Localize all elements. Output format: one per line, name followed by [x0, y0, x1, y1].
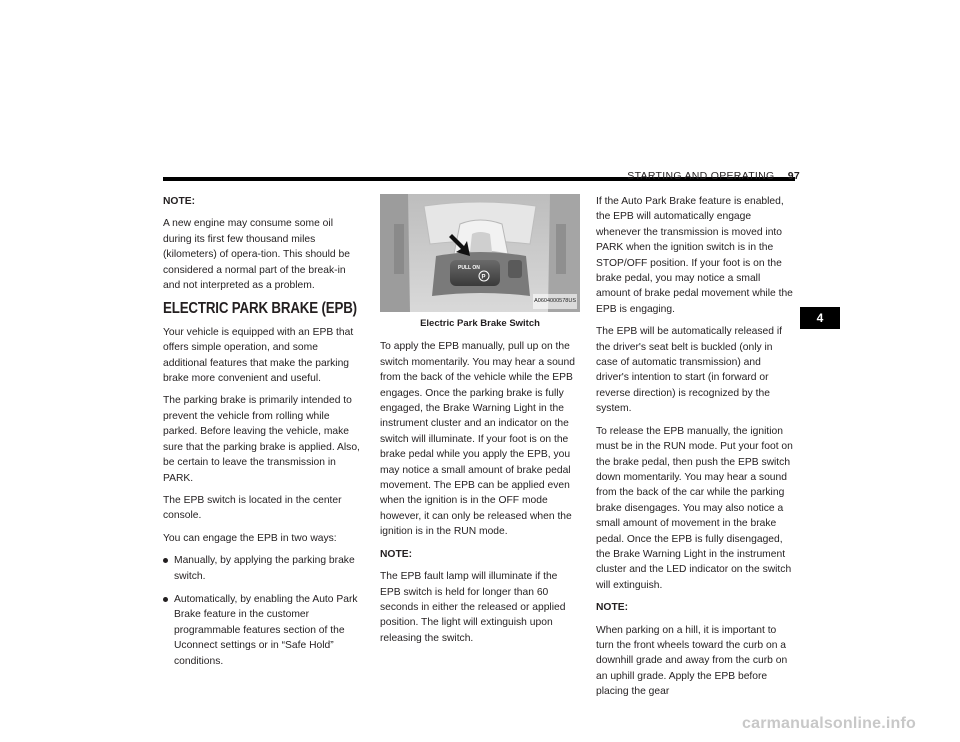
running-header	[560, 170, 800, 182]
column-2	[380, 194, 580, 653]
note-label: NOTE:	[380, 548, 413, 560]
page-number: 97	[787, 170, 800, 182]
note-text: A new engine may consume some oil during its first few thousand miles (kilometers) of opera-tion. This should be considered a normal part of the break-in and not interpreted as a problem.	[163, 218, 350, 292]
figure-caption: Electric Park Brake Switch	[420, 318, 540, 329]
chapter-tab: 4	[800, 307, 840, 329]
paragraph: Your vehicle is equipped with an EPB that offers simple operation, and some additional features that make the parking brake more convenient and useful.	[163, 326, 354, 385]
bullet-list	[163, 553, 363, 669]
section-title: ELECTRIC PARK BRAKE (EPB)	[163, 300, 357, 318]
bullet-icon	[163, 558, 168, 563]
header-section-title: STARTING AND OPERATING	[627, 170, 775, 182]
list-item-text: Manually, by applying the parking brake switch.	[174, 555, 355, 582]
list-item	[163, 553, 363, 584]
column-3	[596, 194, 796, 707]
paragraph: The EPB switch is located in the center console.	[163, 494, 342, 522]
note-label: NOTE:	[596, 602, 629, 614]
pull-on-label: PULL ON	[458, 265, 480, 271]
epb-switch-figure	[380, 194, 580, 312]
list-item	[163, 592, 363, 669]
paragraph: To apply the EPB manually, pull up on the switch momentarily. You may hear a sound from the back of the vehicle while the EPB engages. Once the parking brake is fully engaged, the Brake Warning Light in the instrument cluster and an indicator on the switch will illuminate. If your foot is on the brake pedal while you apply the EPB, you may notice a small amount of brake pedal movement. The EPB can be applied even when the ignition is in the OFF mode however, it can only be released when the ignition is in the RUN mode.	[380, 341, 575, 538]
figure-code: A0604000578US	[533, 294, 577, 309]
bullet-icon	[163, 597, 168, 602]
paragraph: You can engage the EPB in two ways:	[163, 532, 337, 544]
note-text: The EPB fault lamp will illuminate if the EPB switch is held for longer than 60 seconds in either the released or applied position. The light will extinguish upon releasing the switch.	[380, 571, 566, 644]
svg-text:P: P	[481, 274, 486, 281]
note-label: NOTE:	[163, 196, 196, 207]
note-text: When parking on a hill, it is important to turn the front wheels toward the curb on a downhill grade and away from the curb on an uphill grade. Apply the EPB before placing the gear	[596, 624, 788, 698]
paragraph: If the Auto Park Brake feature is enabled, the EPB will automatically engage whenever the transmission is moved into PARK when the ignition switch is in the STOP/OFF position. If your foot is on the brake pedal, you may notice a small amount of brake pedal movement while the EPB is engaging.	[596, 196, 793, 315]
paragraph: The EPB will be automatically released if the driver's seat belt is buckled (only in case of automatic transmission) and driver's intention to start (in forward or reverse direction) is recognized by the system.	[596, 326, 783, 415]
paragraph: To release the EPB manually, the ignition must be in the RUN mode. Put your foot on the brake pedal, then push the EPB switch down momentarily. You may hear a sound from the back of the car while the parking brake disengages. You may also notice a small amount of movement in the brake pedal. Once the EPB is fully disengaged, the Brake Warning Light in the instrument cluster and the LED indicator on the switch will extinguish.	[596, 425, 793, 591]
watermark-logo: carmanualsonline.info	[742, 715, 917, 732]
list-item-text: Automatically, by enabling the Auto Park Brake feature in the customer programmable features section of the Uconnect settings or in “Safe Hold” conditions.	[174, 593, 358, 667]
paragraph: The parking brake is primarily intended to prevent the vehicle from rolling while parked. Before leaving the vehicle, make sure that the parking brake is applied. Also, be certain to leave the transmission in PARK.	[163, 395, 360, 484]
column-1	[163, 194, 363, 677]
